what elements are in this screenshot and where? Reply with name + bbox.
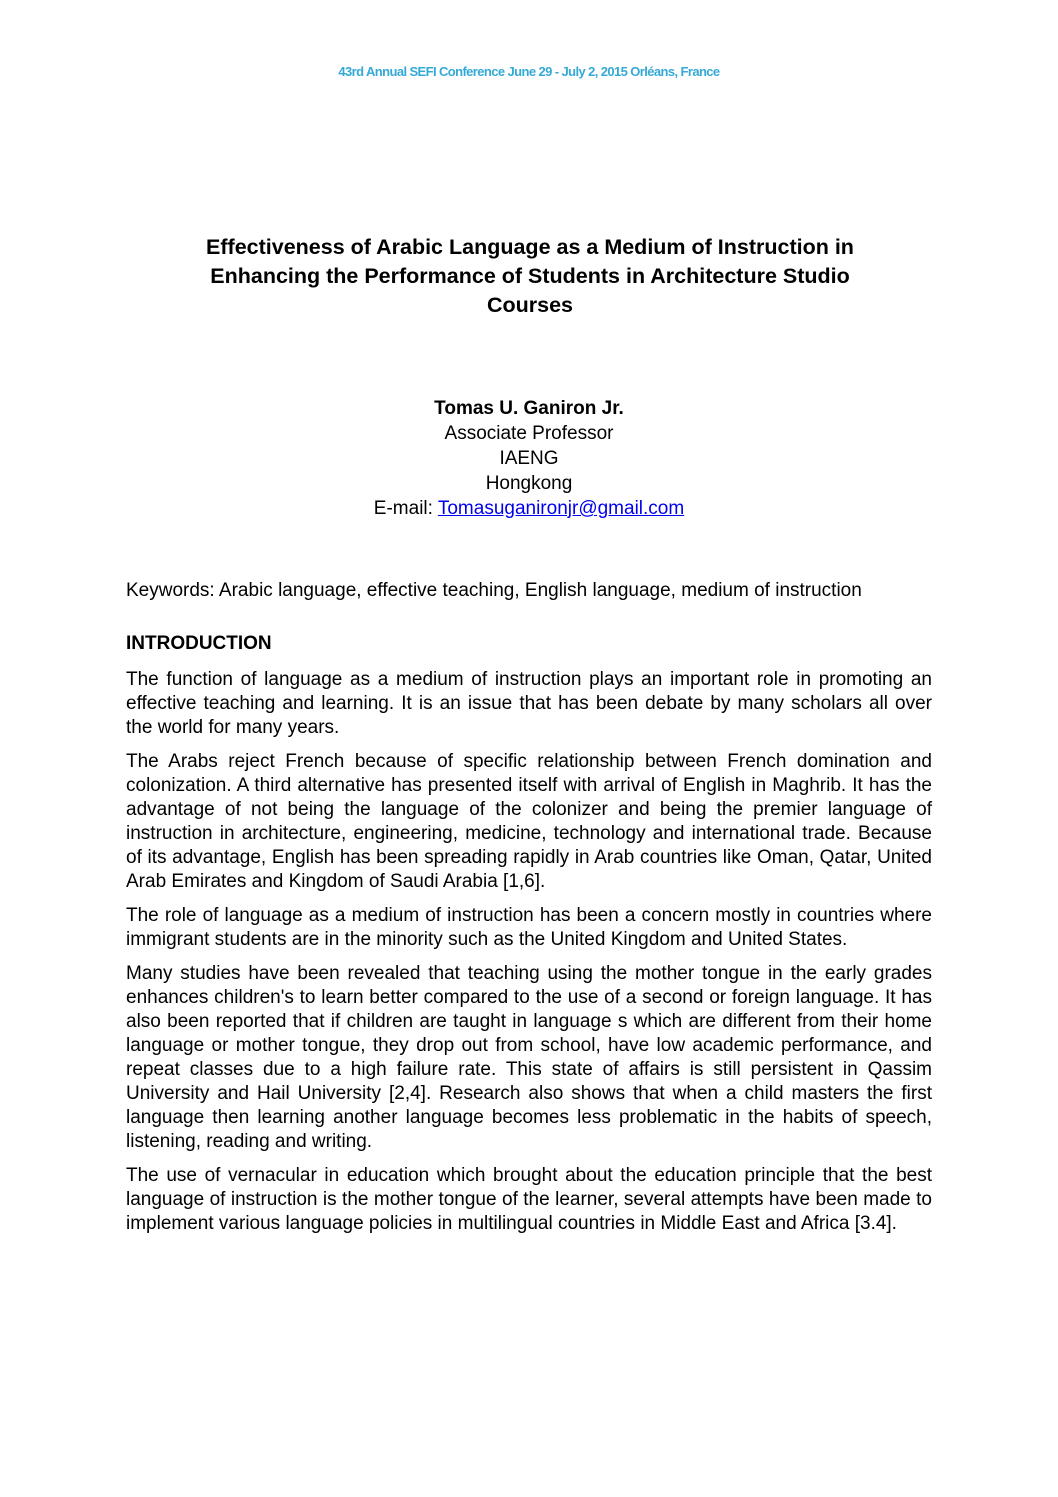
email-link[interactable]: Tomasuganironjr@gmail.com [437, 498, 685, 519]
title-line-2: Enhancing the Performance of Students in Architecture Studio [210, 264, 850, 288]
author-name: Tomas U. Ganiron Jr. [434, 398, 624, 419]
paragraph: The use of vernacular in education which brought about the education principle that the best language of instruction is the mother tongue of the learner, several attempts have been made to implement various language policies in multilingual countries in Middle East and Africa [3.4]. [126, 1165, 932, 1234]
author-organization: IAENG [499, 448, 559, 469]
author-location: Hongkong [485, 473, 573, 494]
conference-header: 43rd Annual SEFI Conference June 29 - July 2, 2015 Orléans, France [338, 64, 720, 79]
author-block [0, 396, 1058, 521]
paper-body [126, 579, 932, 1246]
paper-title [130, 233, 930, 320]
paragraph: The role of language as a medium of instruction has been a concern mostly in countries where immigrant students are in the minority such as the United Kingdom and United States. [126, 905, 932, 950]
author-position: Associate Professor [444, 423, 614, 444]
section-heading-introduction: INTRODUCTION [126, 633, 272, 654]
paragraph: The Arabs reject French because of specific relationship between French domination and colonization. A third alternative has presented itself with arrival of English in Maghrib. It has the advantage of not being the language of the colonizer and being the premier language of instruction in architecture, engineering, medicine, technology and international trade. Because of its advantage, English has been spreading rapidly in Arab countries like Oman, Qatar, United Arab Emirates and Kingdom of Saudi Arabia [1,6]. [126, 751, 932, 892]
keywords: Keywords: Arabic language, effective teaching, English language, medium of instruction [126, 580, 862, 601]
author-email-line [0, 496, 1058, 521]
email-label: E-mail: [373, 498, 438, 519]
paragraph: Many studies have been revealed that teaching using the mother tongue in the early grades enhances children's to learn better compared to the use of a second or foreign language. It has also been reported that if children are taught in language s which are different from their home language or mother tongue, they drop out from school, have low academic performance, and repeat classes due to a high failure rate. This state of affairs is still persistent in Qassim University and Hail University [2,4]. Research also shows that when a child masters the first language then learning another language becomes less problematic in the habits of speech, listening, reading and writing. [126, 963, 932, 1152]
title-line-3: Courses [486, 293, 574, 317]
title-line-1: Effectiveness of Arabic Language as a Medium of Instruction in [206, 235, 854, 259]
paragraph: The function of language as a medium of instruction plays an important role in promoting an effective teaching and learning. It is an issue that has been debate by many scholars all over the world for many years. [126, 669, 932, 738]
